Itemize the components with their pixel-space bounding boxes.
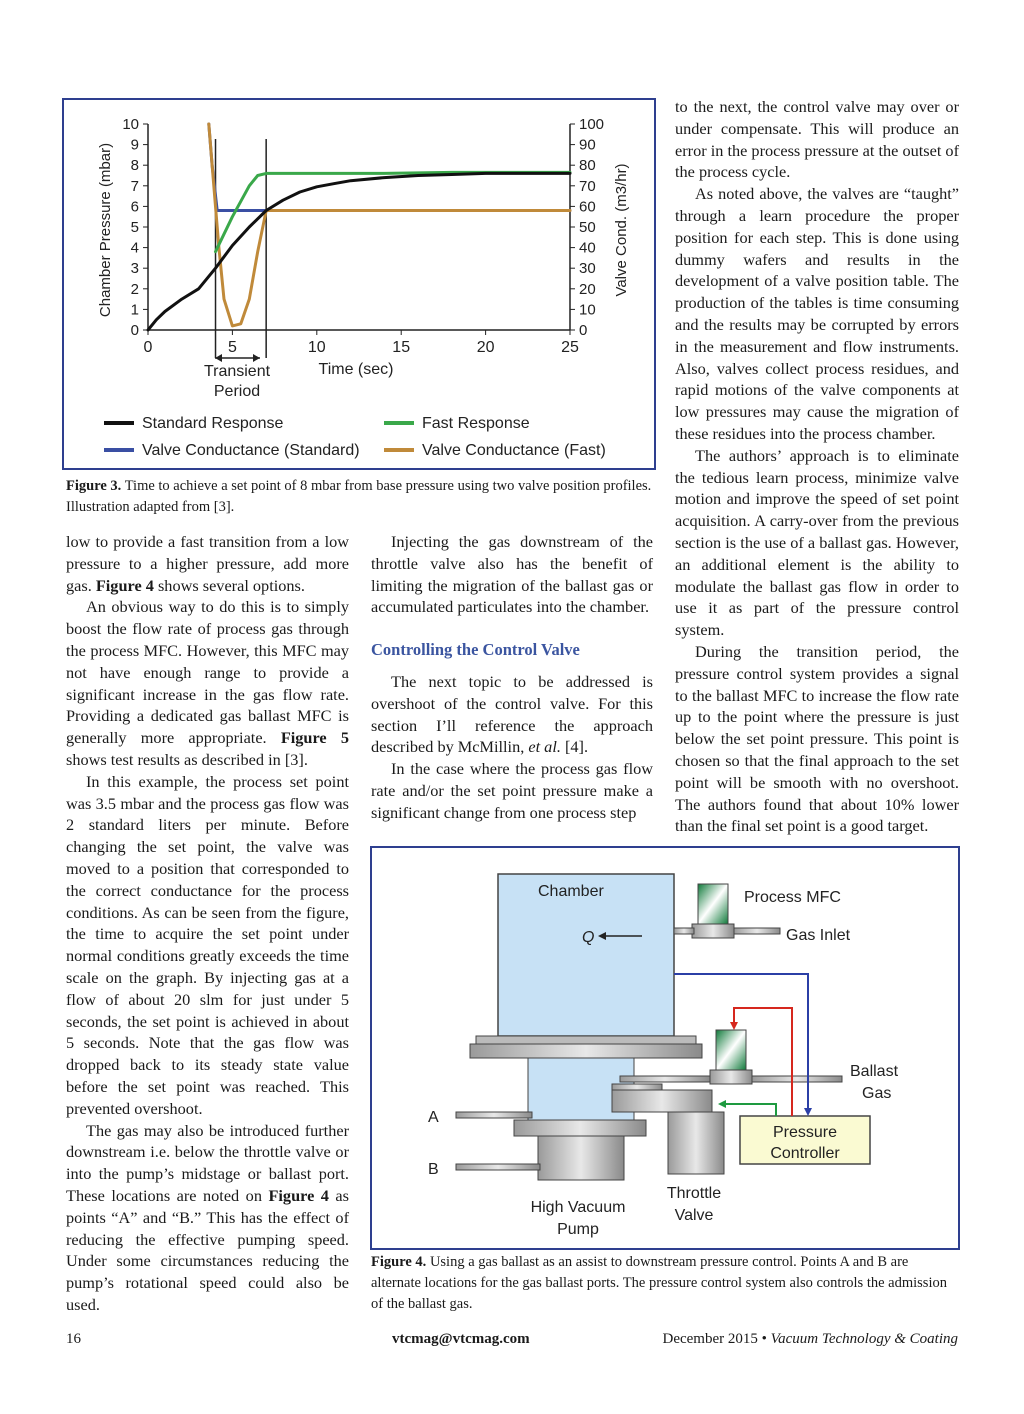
paragraph: Injecting the gas downstream of the throttle valve also has the benefit of limiting the migration of the ballast gas or accumulated particulates into the chamber. — [371, 532, 653, 617]
y-right-tick-label: 90 — [579, 136, 596, 154]
process-mfc-label: Process MFC — [744, 889, 841, 906]
x-tick-label: 15 — [392, 339, 411, 356]
y-right-tick-label: 0 — [579, 322, 588, 339]
y-left-tick-label: 3 — [130, 260, 139, 278]
paragraph: In the case where the process gas flow rate and/or the set point pressure make a significant change from one process step — [371, 759, 653, 822]
series-line-standard-response — [148, 173, 570, 330]
ballast-gas-pipe — [752, 1076, 842, 1082]
pump-flange — [514, 1120, 646, 1136]
paragraph: The authors’ approach is to eliminate the tedious learn process, minimize valve motion and improve the speed of set point acquisition. A carry-over from the previous section is the use of a ballast gas. However, an additional element is the ability to modulate the ballast gas flow in order to use it as part of the pressure control system. — [675, 445, 959, 640]
process-mfc-base — [692, 924, 734, 938]
gas-inlet-pipe — [734, 928, 780, 934]
pump-label-2: Pump — [557, 1221, 599, 1238]
y-right-tick-label: 30 — [579, 260, 596, 278]
series-line-valve-conductance-standard — [209, 124, 570, 211]
series-line-fast-response — [216, 172, 571, 251]
figure-4-caption-text: Using a gas ballast as an assist to downstream pressure control. Points A and B are alternate locations for the gas ballast ports. The pressure control system also controls the admission of the ballast gas. — [371, 1254, 947, 1312]
paragraph: An obvious way to do this is to simply boost the flow rate of process gas through the process MFC. However, this MFC may not have enough range to provide a significant increase in the gas flow rate. Providing a dedicated gas ballast MFC is generally more appropriate. Figure 5 shows test results as described in [3]. — [66, 597, 349, 769]
x-tick-label: 20 — [476, 339, 495, 356]
gas-inlet-label: Gas Inlet — [786, 927, 851, 944]
paragraph: As noted above, the valves are “taught” through a learn procedure the proper position for each step. This is done using dummy wafers and results in the development of a valve position table. The production of the tables is time consuming and the results may be corrupted by errors in the measurement and flow instruments. Also, valves collect process residues, and rapid motions of the valve components at low pressures may cause the migration of these residues into the process chamber. — [675, 184, 959, 443]
figure-4-diagram — [372, 848, 958, 1248]
pressure-controller-label: Pressure — [772, 1124, 838, 1141]
q-label: Q — [582, 929, 595, 946]
position-feedback-line — [722, 1104, 776, 1116]
process-mfc-icon — [698, 884, 728, 924]
y-left-tick-label: 8 — [130, 157, 139, 175]
footer-magazine: Vacuum Technology & Coating — [770, 1331, 958, 1347]
footer-issue — [662, 1331, 958, 1348]
figure-4-frame — [370, 846, 960, 1250]
footer-bullet: • — [761, 1331, 767, 1347]
figure-3-chart — [64, 100, 654, 468]
green-arrowhead-icon — [718, 1100, 726, 1108]
transient-label: Transient — [203, 363, 271, 380]
y-right-label: Valve Cond. (m3/hr) — [613, 163, 630, 297]
series-line-valve-conductance-fast — [209, 124, 570, 326]
arrowhead-right-icon — [253, 354, 260, 362]
x-axis-label: Time (sec) — [318, 361, 394, 378]
y-left-tick-label: 2 — [130, 280, 139, 298]
point-a-label: A — [428, 1109, 439, 1126]
legend-label: Standard Response — [142, 415, 284, 432]
y-right-tick-label: 40 — [579, 239, 596, 257]
paragraph: In this example, the process set point was 3.5 mbar and the process gas flow was 2 standard liters per minute. Before changing the set point, the valve was moved to a position that corresponded to the correct conductance for the process conditions. As can be seen from the figure, the time to acquire the set point under normal conditions greatly exceeds the time scale on the graph. By injecting gas at a flow of about 20 slm for just under 5 seconds, the set point is achieved in about 5 seconds. Note that the gas flow was dropped back to its steady state value before the set point was reached. This prevented overshoot. — [66, 771, 349, 1118]
figure-3-caption-text: Time to achieve a set point of 8 mbar from base pressure using two valve position profiles. Illustration adapted from [3]. — [66, 478, 652, 515]
paragraph: The next topic to be addressed is overshoot of the control valve. For this section I’ll reference the approach described by McMillin, et al. [4]. — [371, 671, 653, 757]
ballast-gas-label-2: Gas — [862, 1085, 892, 1102]
figure-3-caption-label: Figure 3. — [66, 478, 122, 494]
port-a-pipe — [456, 1112, 532, 1118]
y-right-tick-label: 80 — [579, 157, 596, 175]
paragraph: The gas may also be introduced further downstream i.e. below the throttle valve or into the pump’s midstage or ballast port. These locations are noted on Figure 4 as points “A” and “B.” This has the effect of reducing the effective pumping speed. Under some circumstances reducing the pump’s rotational speed could also be used. — [66, 1120, 349, 1314]
blue-arrowhead-icon — [804, 1108, 812, 1116]
y-left-tick-label: 9 — [130, 136, 139, 154]
figure-3-frame — [62, 98, 656, 470]
section-heading: Controlling the Control Valve — [371, 640, 580, 660]
y-left-tick-label: 7 — [130, 177, 139, 195]
pump-label: High Vacuum — [530, 1199, 626, 1216]
paragraph: to the next, the control valve may over or under compensate. This will produce an error in the process pressure at the outset of the process cycle. — [675, 97, 959, 182]
throttle-valve-label-2: Valve — [674, 1207, 714, 1224]
x-tick-label: 5 — [227, 339, 237, 356]
ballast-mfc-icon — [716, 1030, 746, 1070]
red-arrowhead-icon — [730, 1022, 738, 1030]
period-label: Period — [213, 383, 261, 400]
x-tick-label: 10 — [307, 339, 326, 356]
paragraph: low to provide a fast transition from a low pressure to a higher pressure, add more gas. Figure 4 shows several options. — [66, 532, 349, 595]
footer-email: vtcmag@vtcmag.com — [392, 1331, 530, 1347]
chamber-label: Chamber — [538, 883, 604, 900]
y-right-tick-label: 50 — [579, 219, 596, 236]
paragraph: During the transition period, the pressure control system provides a signal to the ballast MFC to increase the flow rate up to the point where the pressure is just below the set point pressure. This point is chosen so that the final approach to the set point will be smooth with no overshoot. The authors found that about 10% lower than the final set point is a good target. — [675, 641, 959, 836]
y-left-tick-label: 6 — [130, 198, 139, 216]
footer-date: December 2015 — [662, 1331, 758, 1347]
y-left-tick-label: 10 — [122, 116, 139, 133]
throttle-valve-actuator — [668, 1112, 724, 1174]
column-left — [66, 531, 349, 1316]
pressure-controller-label-2: Controller — [770, 1145, 840, 1162]
x-tick-label: 25 — [561, 339, 579, 356]
mfc-outlet-pipe — [674, 928, 694, 934]
page-number: 16 — [66, 1331, 81, 1347]
column-middle — [371, 531, 653, 824]
x-tick-label: 0 — [143, 339, 153, 356]
y-right-tick-label: 70 — [579, 177, 596, 195]
y-left-tick-label: 0 — [130, 322, 139, 339]
chamber-flange — [476, 1036, 696, 1044]
high-vacuum-pump — [538, 1136, 624, 1180]
y-left-tick-label: 5 — [130, 219, 139, 236]
y-right-tick-label: 10 — [579, 301, 596, 319]
legend-label: Valve Conductance (Fast) — [422, 442, 606, 459]
throttle-valve-label: Throttle — [666, 1185, 722, 1202]
ballast-mfc-base — [710, 1070, 752, 1084]
chamber-base-plate — [470, 1044, 702, 1058]
legend-label: Valve Conductance (Standard) — [142, 442, 360, 459]
y-left-label: Chamber Pressure (mbar) — [97, 142, 114, 318]
y-left-tick-label: 4 — [130, 239, 139, 257]
legend-label: Fast Response — [422, 415, 530, 432]
port-b-pipe — [456, 1164, 540, 1170]
column-right — [675, 96, 959, 837]
throttle-valve-body — [612, 1090, 712, 1112]
point-b-label: B — [428, 1161, 439, 1178]
figure-4-caption-label: Figure 4. — [371, 1254, 427, 1270]
y-right-tick-label: 60 — [579, 198, 596, 216]
y-right-tick-label: 20 — [579, 280, 596, 298]
ballast-line-pipe — [620, 1076, 710, 1082]
figure-3-caption — [66, 476, 656, 518]
y-right-tick-label: 100 — [579, 116, 605, 133]
y-left-tick-label: 1 — [130, 301, 139, 319]
ballast-gas-label: Ballast — [850, 1063, 899, 1080]
figure-4-caption — [371, 1252, 959, 1315]
